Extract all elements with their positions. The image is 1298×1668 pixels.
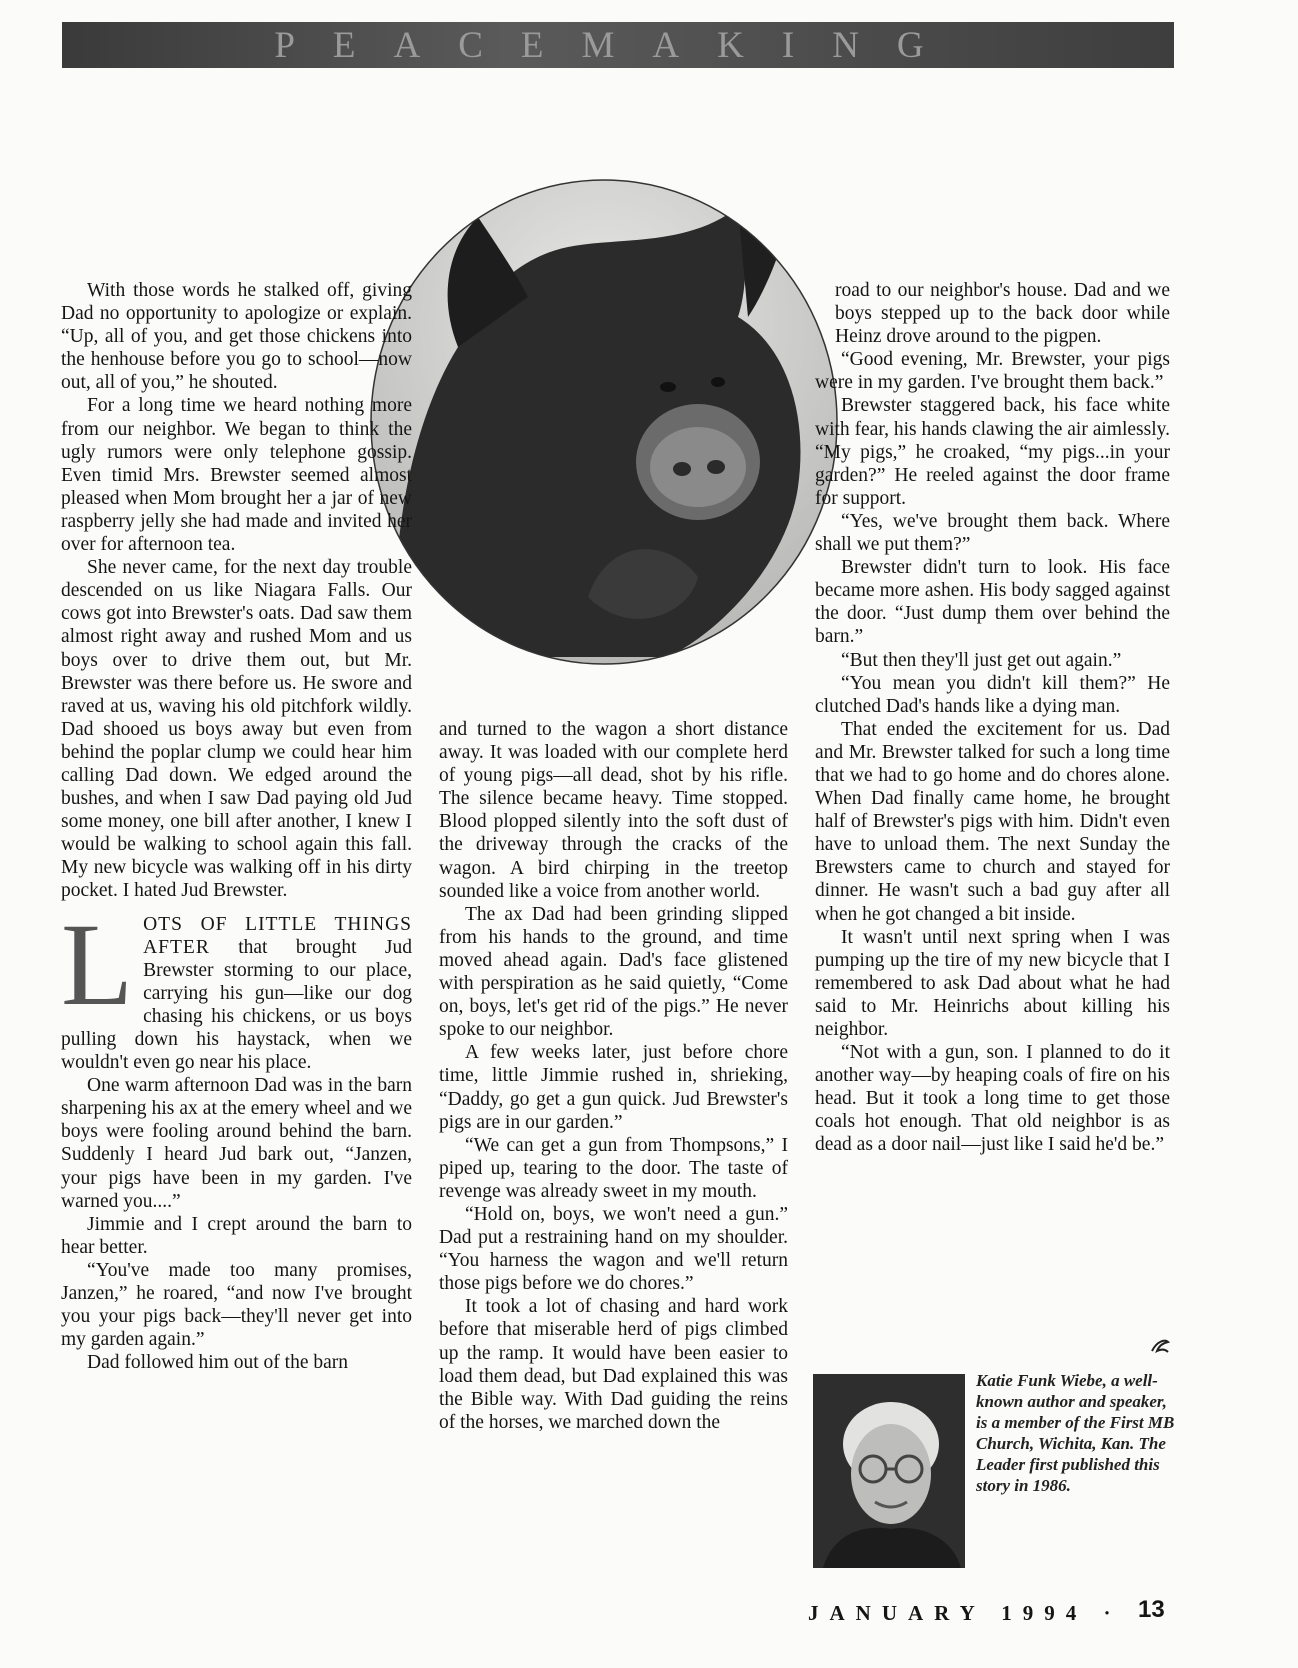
- paragraph: Brewster staggered back, his face white with fear, his hands clawing the air aimlessly. “My pigs,” he croaked, “my pigs...in your garden?” He reeled against the door frame for support.: [815, 395, 1170, 509]
- pig-illustration: [368, 177, 840, 667]
- drop-cap-paragraph: [61, 898, 412, 1075]
- issue-date: JANUARY 1994 ·: [808, 1601, 1122, 1625]
- lead-in-caps: OTS OF LITTLE THINGS AFTER: [143, 913, 412, 958]
- paragraph: Jimmie and I crept around the barn to hear better.: [61, 1213, 412, 1258]
- paragraph: “Not with a gun, son. I planned to do it another way—by heaping coals of fire on his head. But it took a long time to get those coals hot enough. That old neighbor is as dead as a door nail—just like I said he'd be.”: [815, 1042, 1170, 1156]
- paragraph: and turned to the wagon a short distance away. It was loaded with our complete herd of young pigs—all dead, shot by his rifle. The silence became heavy. Time stopped. Blood plopped silently into the soft dust of the driveway through the cracks of the wagon. A bird chirping in the treetop sounded like a voice from another world.: [439, 719, 788, 902]
- paragraph: That ended the excitement for us. Dad and Mr. Brewster talked for such a long time that we had to go home and do chores alone. When Dad finally came home, he brought half of Brewster's pigs with him. Didn't even have to unload them. The next Sunday the Brewsters came to church and stayed for dinner. He wasn't such a bad guy after all when he got changed a bit inside.: [815, 718, 1170, 925]
- paragraph: “We can get a gun from Thompsons,” I piped up, tearing to the door. The taste of revenge was already sweet in my mouth.: [439, 1134, 788, 1202]
- author-photo: [813, 1374, 965, 1568]
- end-mark-icon: [1149, 1337, 1171, 1355]
- paragraph: Dad followed him out of the barn: [87, 1352, 349, 1374]
- drop-cap: L: [61, 898, 134, 1030]
- column-1: [61, 279, 412, 1374]
- page-number: 13: [1138, 1596, 1165, 1623]
- paragraph: road to our neighbor's house. Dad and we boys stepped up to the back door while Heinz drove around to the pigpen.: [835, 280, 1170, 348]
- paragraph-text: that brought Jud Brewster storming to our place, carrying his gun—like our dog chasing his chickens, or us boys pulling down his haystack, when we wouldn't even go near his place.: [61, 936, 412, 1074]
- paragraph: It took a lot of chasing and hard work before that miserable herd of pigs climbed up the ramp. It would have been easier to load them dead, but Dad explained this was the Bible way. With Dad guiding the reins of the horses, we marched down the: [439, 1296, 788, 1433]
- paragraph: Brewster didn't turn to look. His face became more ashen. His body sagged against the door. “Just dump them over behind the barn.”: [815, 557, 1170, 648]
- paragraph: One warm afternoon Dad was in the barn sharpening his ax at the emery wheel and we boys were fooling around behind the barn. Suddenly I heard Jud bark out, “Janzen, your pigs have been in my garden. I've warned you....”: [61, 1075, 412, 1212]
- paragraph: “But then they'll just get out again.”: [841, 649, 1122, 671]
- paragraph: It wasn't until next spring when I was pumping up the tire of my new bicycle that I remembered to ask Dad about what he had said to Mr. Heinrichs about killing his neighbor.: [815, 926, 1170, 1040]
- paragraph: “You've made too many promises, Janzen,” he roared, “and now I've brought you your pigs back—they'll never get into my garden again.”: [61, 1259, 412, 1351]
- paragraph: “Hold on, boys, we won't need a gun.” Dad put a restraining hand on my shoulder. “You harness the wagon and we'll return those pigs before we do chores.”: [439, 1203, 788, 1295]
- paragraph: She never came, for the next day trouble descended on us like Niagara Falls. Our cows got into Brewster's oats. Dad saw them almost right away and rushed Mom and us boys over to drive them out, but Mr. Brewster was there before us. He swore and raved at us, waving his old pitchfork wildly. Dad shooed us boys away but even from behind the poplar clump we could hear him calling Dad down. We edged around the bushes, and when I saw Dad paying old Jud some money, one bill after another, I knew I would be walking to school again this fall. My new bicycle was walking off in his dirty pocket. I hated Jud Brewster.: [61, 557, 412, 902]
- section-banner: [62, 22, 1174, 68]
- paragraph: The ax Dad had been grinding slipped from his hands to the ground, and time moved ahead again. Dad's face glistened with perspiration as he said quietly, “Come on, boys, let's get rid of the pigs.” He never spoke to our neighbor.: [439, 903, 788, 1041]
- author-bio: Katie Funk Wiebe, a well-known author and speaker, is a member of the First MB Church, Wichita, Kan. The Leader first published this story in 1986.: [976, 1371, 1175, 1495]
- paragraph: “You mean you didn't kill them?” He clutched Dad's hands like a dying man.: [815, 672, 1170, 717]
- paragraph: For a long time we heard nothing more from our neighbor. We began to think the ugly rumors were only telephone gossip. Even timid Mrs. Brewster seemed almost pleased when Mom brought her a jar of new raspberry jelly she had made and invited her over for afternoon tea.: [61, 395, 412, 556]
- column-2: [439, 718, 788, 1434]
- banner-title: PEACEMAKING: [274, 25, 962, 66]
- paragraph: A few weeks later, just before chore time, little Jimmie rushed in, shrieking, “Daddy, go get a gun quick. Jud Brewster's pigs are in our garden.”: [439, 1042, 788, 1133]
- paragraph: “Yes, we've brought them back. Where shall we put them?”: [815, 510, 1170, 556]
- paragraph: With those words he stalked off, giving Dad no opportunity to apologize or explain. “Up, all of you, and get those chickens into the henhouse before you go to school—now out, all of you,” he shouted.: [61, 280, 412, 394]
- paragraph: “Good evening, Mr. Brewster, your pigs were in my garden. I've brought them back.”: [815, 349, 1170, 394]
- column-3: [815, 279, 1170, 1157]
